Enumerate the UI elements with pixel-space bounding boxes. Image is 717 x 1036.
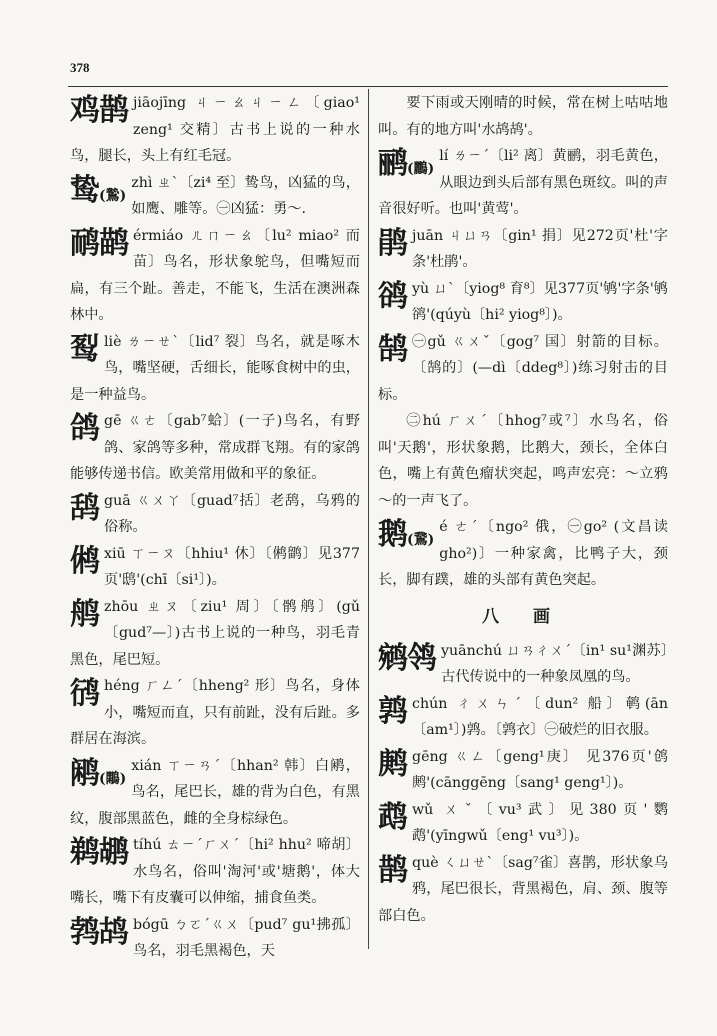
entry-headword: 鹓鸰: [378, 640, 436, 676]
entry-headword: 鹊: [378, 852, 407, 888]
dictionary-entry: [378, 276, 668, 329]
dictionary-entry: [70, 90, 360, 170]
entry-definition: liè ㄌㄧㄝˋ〔lid⁷ 裂〕鸟名，就是啄木鸟，嘴坚硬，舌细长，能啄食树中的虫，是一种益鸟。: [70, 333, 360, 403]
column-divider: [368, 89, 369, 949]
dictionary-entry: [378, 223, 668, 276]
entry-definition: xián ㄒㄧㄢˊ〔hhan² 韩〕白鹇，鸟名，尾巴长，雄的背为白色，有黑纹，腹部黑蓝色，雌的全身棕绿色。: [70, 757, 360, 827]
entry-definition: ㊀gǔ ㄍㄨˇ〔gog⁷ 国〕射箭的目标。〔鹄的〕(—dì〔ddeg⁸〕)练习射击的目标。: [378, 333, 668, 403]
dictionary-entry: [70, 329, 360, 409]
entry-definition: wǔ ㄨˇ〔vu³武〕见380页'鹦鹉'(yīngwǔ〔eng¹ vu³〕)。: [412, 801, 668, 844]
entry-definition: bógū ㄅㄛˊㄍㄨ〔pud⁷ gu¹拂孤〕鸟名，羽毛黑褐色，天: [133, 916, 360, 959]
entry-definition: yù ㄩˋ〔yiog⁸ 育⁸〕见377页'鸲'字条'鸲鹆'(qúyù〔hi² yiog⁸〕)。: [412, 280, 668, 323]
dictionary-entry: [378, 691, 668, 744]
dictionary-entry: [70, 223, 360, 329]
dictionary-entry: [378, 638, 668, 691]
entry-definition: ㊁hú ㄏㄨˊ〔hhog⁷或⁷〕水鸟名，俗叫'天鹅'，形状象鹅，比鹅大，颈长，全体白色，嘴上有黄色瘤状突起，鸣声宏亮：～立鸦～的一声飞了。: [378, 413, 668, 509]
entry-headword: 鹃: [378, 225, 407, 261]
entry-definition: què ㄑㄩㄝˋ〔sag⁷雀〕喜鹊，形状象乌鸦，尾巴很长，背黑褐色，肩、颈、腹等部白色。: [378, 854, 668, 924]
entry-definition: guā ㄍㄨㄚ〔guad⁷括〕老鸹，乌鸦的俗称。: [104, 492, 360, 535]
traditional-form: (鵞): [407, 532, 435, 548]
dictionary-entry: [70, 488, 360, 541]
traditional-form: (鸝): [407, 161, 435, 177]
dictionary-entry: [378, 90, 668, 143]
dictionary-entry: [70, 912, 360, 965]
entry-definition: zhōu ㄓㄡ〔ziu¹ 周〕〔鹘鸼〕(gǔ〔gud⁷—〕)古书上说的一种鸟，羽毛青黑色，尾巴短。: [70, 598, 360, 668]
entry-definition: tíhú ㄊㄧˊㄏㄨˊ〔hi² hhu² 啼胡〕水鸟名，俗叫'淘河'或'塘鹅'，体大嘴长，嘴下有皮囊可以伸缩，捕食鱼类。: [70, 837, 360, 906]
entry-definition: jiāojīng ㄐㄧㄠㄐㄧㄥ〔giao¹ zeng¹ 交精〕古书上说的一种水鸟，腿长，头上有红毛冠。: [70, 95, 360, 164]
entry-headword: 鹑: [378, 693, 407, 729]
entry-headword: 鸻: [70, 676, 99, 711]
entry-definition: juān ㄐㄩㄢ〔gin¹ 捐〕见272页'杜'字条'杜鹃'。: [412, 227, 668, 270]
entry-headword: 鹄: [378, 331, 407, 367]
dictionary-entry: [70, 170, 360, 223]
dictionary-entry: [378, 329, 668, 409]
entry-headword: 鸼: [70, 596, 99, 632]
dictionary-entry: [70, 541, 360, 594]
entry-definition: yuānchú ㄩㄢㄔㄨˊ〔in¹ su¹渊苏〕古代传说中的一种象凤凰的鸟。: [441, 642, 668, 685]
entry-headword: 鹅(鵞): [378, 517, 435, 552]
section-heading: 八 画: [482, 606, 564, 627]
entry-headword: 䴕: [70, 331, 99, 367]
top-rule: [68, 86, 668, 87]
entry-definition: chún ㄔㄨㄣˊ〔dun² 船〕鹌(ān〔am¹〕)鹑。〔鹑衣〕㊀破烂的旧衣服。: [412, 695, 668, 738]
entry-definition: érmiáo ㄦㄇㄧㄠ〔lu² miao² 而苗〕鸟名，形状象鸵鸟，但嘴短而扁，有三个趾。善走，不能飞，生活在澳洲森林中。: [70, 227, 360, 323]
traditional-form: (鷙): [99, 187, 127, 204]
entry-headword: 鸽: [70, 411, 99, 446]
entry-headword: 鹂(鸝): [378, 146, 435, 181]
entry-definition: zhì ㄓˋ〔zi⁴ 至〕鸷鸟，凶猛的鸟，如鹰、雕等。㊀凶猛：勇～.: [131, 174, 360, 217]
entry-headword: 鸹: [70, 490, 99, 526]
entry-definition: gē ㄍㄜ〔gab⁷蛤〕(一子)鸟名，有野鸽、家鸽等多种，常成群飞翔。有的家鸽能够传递书信。欧美常用做和平的象征。: [70, 413, 360, 482]
page-number: 378: [70, 60, 90, 75]
dictionary-entry: [70, 673, 360, 753]
entry-headword: 鸡鹊: [70, 93, 128, 128]
dictionary-entry: [70, 408, 360, 488]
entry-definition: héng ㄏㄥˊ〔hheng² 形〕鸟名，身体小，嘴短而直，只有前趾，没有后趾。多群居在海滨。: [70, 678, 360, 747]
dictionary-entry: [378, 143, 668, 223]
dictionary-entry: [378, 514, 668, 594]
dictionary-entry: [70, 753, 360, 833]
dictionary-entry: [378, 408, 668, 514]
entry-headword: 鸸鹋: [70, 225, 128, 261]
entry-headword: 鹆: [378, 278, 407, 314]
dictionary-entry: [70, 594, 360, 674]
right-column: [378, 90, 668, 929]
entry-headword: 鹁鸪: [70, 914, 128, 950]
entry-headword: 鹈鹕: [70, 835, 128, 870]
entry-headword: 鹉: [378, 799, 407, 835]
entry-definition: xiū ㄒㄧㄡ〔hhiu¹ 休〕〔鸺鹠〕见377页'鸱'(chī〔si¹〕)。: [104, 545, 360, 588]
left-column: [70, 90, 360, 965]
dictionary-entry: [378, 797, 668, 850]
dictionary-entry: [378, 850, 668, 930]
entry-definition: é ㄜˊ〔ngo² 俄，㊀go² (文昌读 gho²)〕一种家禽，比鸭子大，颈长，脚有蹼，雄的头部有黄色突起。: [378, 519, 668, 588]
entry-definition: 要下雨或天刚晴的时候，常在树上咕咕地叫。有的地方叫'水鸪鸪'。: [378, 95, 668, 138]
dictionary-entry: [70, 832, 360, 912]
entry-definition: lí ㄌㄧˊ〔li² 离〕黄鹂，羽毛黄色，从眼边到头后部有黑色斑纹。叫的声音很好听。也叫'黄莺'。: [378, 148, 668, 217]
dictionary-entry: [378, 744, 668, 797]
entry-headword: 鹒: [378, 746, 407, 782]
traditional-form: (鷴): [99, 770, 127, 787]
entry-headword: 鹇(鷴): [70, 755, 127, 791]
entry-headword: 鸷(鷙): [70, 172, 127, 208]
entry-headword: 鸺: [70, 543, 99, 579]
entry-definition: gēng ㄍㄥ〔geng¹庚〕 见376页'鸧鹒'(cānggēng〔sang¹ geng¹〕)。: [412, 748, 668, 791]
